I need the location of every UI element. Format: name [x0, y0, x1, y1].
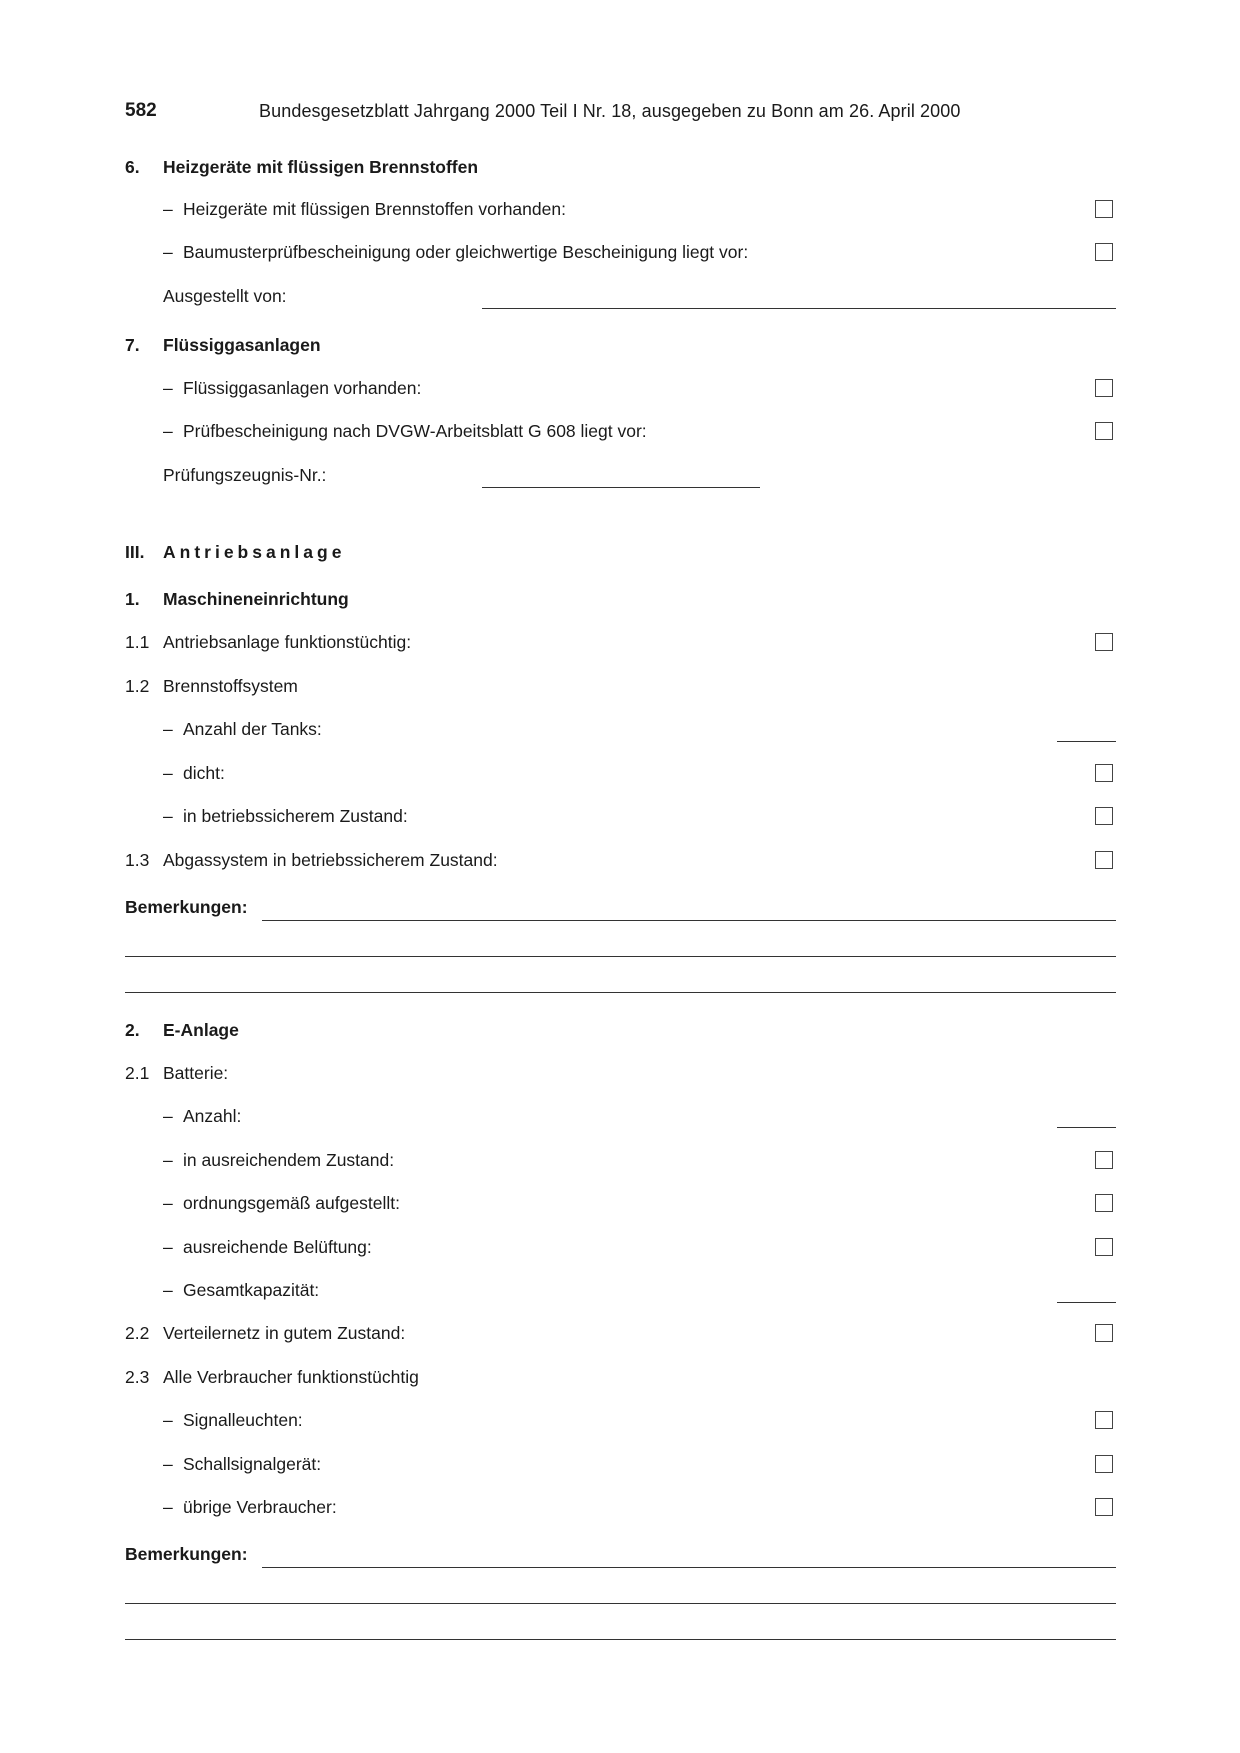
sec6-item-certificate-label: Baumusterprüfbescheinigung oder gleichwertige Bescheinigung liegt vor:	[183, 242, 749, 262]
remarks-line-1c[interactable]	[125, 992, 1116, 993]
signal-lights-label: Signalleuchten:	[183, 1410, 303, 1430]
page-header-title: Bundesgesetzblatt Jahrgang 2000 Teil I Nr. 18, ausgegeben zu Bonn am 26. April 2000	[259, 101, 961, 121]
remarks-label-1: Bemerkungen:	[125, 897, 248, 917]
heaters-present-checkbox[interactable]	[1095, 200, 1113, 218]
part-III-number: III.	[125, 542, 145, 562]
row-2-1-label: Batterie:	[163, 1063, 229, 1083]
sec6-item-heaters-present-label: Heizgeräte mit flüssigen Brennstoffen vorhanden:	[183, 199, 566, 219]
battery-installed-item	[163, 1193, 400, 1214]
row-2-3-number: 2.3	[125, 1367, 150, 1387]
battery-count-label: Anzahl:	[183, 1106, 242, 1126]
certificate-number-label: Prüfungszeugnis-Nr.:	[163, 465, 327, 485]
fuel-tight-checkbox[interactable]	[1095, 764, 1113, 782]
remarks-line-2c[interactable]	[125, 1639, 1116, 1640]
section-6-title: Heizgeräte mit flüssigen Brennstoffen	[163, 157, 479, 177]
lpg-present-checkbox[interactable]	[1095, 379, 1113, 397]
other-consumers-item	[163, 1497, 337, 1518]
remarks-line-1a[interactable]	[262, 920, 1116, 921]
section-2-number: 2.	[125, 1020, 140, 1040]
dash-bullet: –	[163, 1280, 173, 1300]
sec6-item-certificate	[163, 242, 748, 263]
fuel-safe-state-checkbox[interactable]	[1095, 807, 1113, 825]
sound-signal-label: Schallsignalgerät:	[183, 1454, 322, 1474]
battery-installed-checkbox[interactable]	[1095, 1194, 1113, 1212]
section-6-number: 6.	[125, 157, 140, 177]
battery-capacity-item	[163, 1280, 319, 1301]
battery-count-item	[163, 1106, 241, 1127]
row-1-1-number: 1.1	[125, 632, 150, 652]
row-1-3-number: 1.3	[125, 850, 150, 870]
tanks-count-item	[163, 719, 322, 740]
dash-bullet: –	[163, 763, 173, 783]
page-number: 582	[125, 100, 157, 121]
remarks-label-2: Bemerkungen:	[125, 1544, 248, 1564]
sound-signal-item	[163, 1454, 321, 1475]
row-2-2-label: Verteilernetz in gutem Zustand:	[163, 1323, 406, 1343]
dash-bullet: –	[163, 1410, 173, 1430]
section-1-title: Maschineneinrichtung	[163, 589, 349, 609]
dash-bullet: –	[163, 1497, 173, 1517]
remarks-line-1b[interactable]	[125, 956, 1116, 957]
sound-signal-checkbox[interactable]	[1095, 1455, 1113, 1473]
lpg-test-certificate-checkbox[interactable]	[1095, 422, 1113, 440]
fuel-safe-state-label: in betriebssicherem Zustand:	[183, 806, 408, 826]
distribution-network-checkbox[interactable]	[1095, 1324, 1113, 1342]
row-2-2-number: 2.2	[125, 1323, 150, 1343]
fuel-tight-label: dicht:	[183, 763, 225, 783]
row-1-2-label: Brennstoffsystem	[163, 676, 298, 696]
row-1-1-label: Antriebsanlage funktionstüchtig:	[163, 632, 412, 652]
fuel-tight-item	[163, 763, 225, 784]
dash-bullet: –	[163, 242, 173, 262]
sec7-item-test-certificate	[163, 421, 647, 442]
dash-bullet: –	[163, 1193, 173, 1213]
dash-bullet: –	[163, 378, 173, 398]
dash-bullet: –	[163, 719, 173, 739]
certificate-number-field[interactable]	[482, 487, 760, 488]
battery-sufficient-checkbox[interactable]	[1095, 1151, 1113, 1169]
battery-sufficient-label: in ausreichendem Zustand:	[183, 1150, 395, 1170]
section-7-title: Flüssiggasanlagen	[163, 335, 321, 355]
dash-bullet: –	[163, 1150, 173, 1170]
battery-ventilation-checkbox[interactable]	[1095, 1238, 1113, 1256]
battery-sufficient-item	[163, 1150, 394, 1171]
tanks-count-label: Anzahl der Tanks:	[183, 719, 322, 739]
issued-by-field[interactable]	[482, 308, 1116, 309]
row-2-3-label: Alle Verbraucher funktionstüchtig	[163, 1367, 419, 1387]
tanks-count-field[interactable]	[1057, 741, 1116, 742]
battery-ventilation-label: ausreichende Belüftung:	[183, 1237, 372, 1257]
signal-lights-checkbox[interactable]	[1095, 1411, 1113, 1429]
section-7-number: 7.	[125, 335, 140, 355]
other-consumers-checkbox[interactable]	[1095, 1498, 1113, 1516]
remarks-line-2a[interactable]	[262, 1567, 1116, 1568]
other-consumers-label: übrige Verbraucher:	[183, 1497, 337, 1517]
remarks-line-2b[interactable]	[125, 1603, 1116, 1604]
sec7-item-test-certificate-label: Prüfbescheinigung nach DVGW-Arbeitsblatt G 608 liegt vor:	[183, 421, 647, 441]
drive-functional-checkbox[interactable]	[1095, 633, 1113, 651]
dash-bullet: –	[163, 421, 173, 441]
sec6-item-heaters-present	[163, 199, 566, 220]
sec7-item-lpg-present-label: Flüssiggasanlagen vorhanden:	[183, 378, 422, 398]
battery-capacity-field[interactable]	[1057, 1302, 1116, 1303]
section-1-number: 1.	[125, 589, 140, 609]
exhaust-safe-state-checkbox[interactable]	[1095, 851, 1113, 869]
signal-lights-item	[163, 1410, 303, 1431]
heater-certificate-checkbox[interactable]	[1095, 243, 1113, 261]
issued-by-label: Ausgestellt von:	[163, 286, 287, 306]
dash-bullet: –	[163, 806, 173, 826]
battery-installed-label: ordnungsgemäß aufgestellt:	[183, 1193, 400, 1213]
battery-count-field[interactable]	[1057, 1127, 1116, 1128]
sec7-item-lpg-present	[163, 378, 421, 399]
section-2-title: E-Anlage	[163, 1020, 239, 1040]
part-III-title: Antriebsanlage	[163, 542, 346, 562]
dash-bullet: –	[163, 199, 173, 219]
battery-capacity-label: Gesamtkapazität:	[183, 1280, 320, 1300]
battery-ventilation-item	[163, 1237, 372, 1258]
dash-bullet: –	[163, 1454, 173, 1474]
row-2-1-number: 2.1	[125, 1063, 150, 1083]
row-1-2-number: 1.2	[125, 676, 150, 696]
row-1-3-label: Abgassystem in betriebssicherem Zustand:	[163, 850, 498, 870]
dash-bullet: –	[163, 1106, 173, 1126]
dash-bullet: –	[163, 1237, 173, 1257]
fuel-safe-state-item	[163, 806, 408, 827]
